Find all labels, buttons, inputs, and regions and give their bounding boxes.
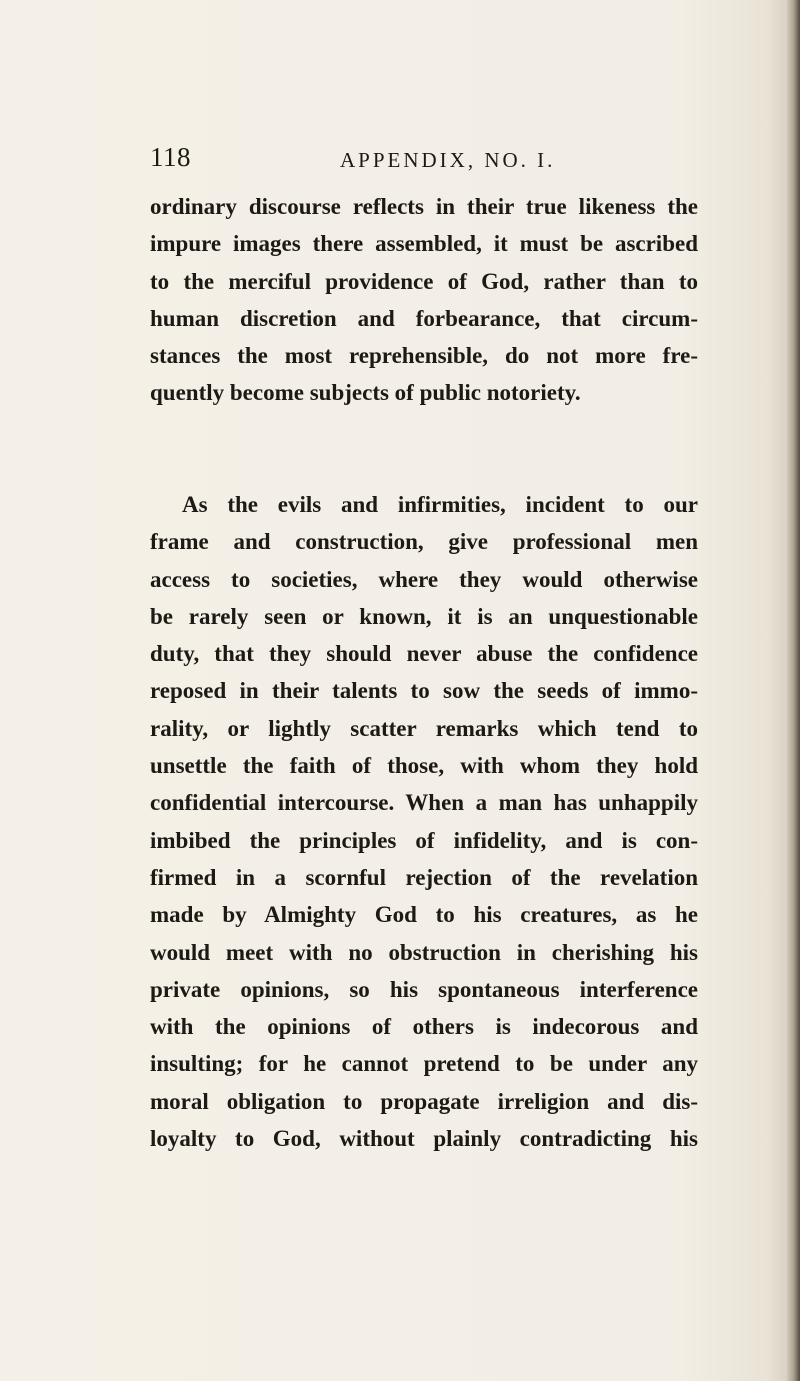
text-line: with the opinions of others is indecorous and: [150, 1014, 698, 1040]
text-line: duty, that they should never abuse the confidence: [150, 641, 698, 667]
text-line: ordinary discourse reflects in their true likeness the: [150, 194, 698, 219]
text-line: made by Almighty God to his creatures, as he: [150, 902, 698, 928]
text-line: As the evils and infirmities, incident to our: [182, 492, 698, 517]
text-line: frame and construction, give professional men: [150, 529, 698, 555]
text-line: imbibed the principles of infidelity, and is con-: [150, 827, 698, 853]
text-line: insulting; for he cannot pretend to be under any: [150, 1051, 698, 1077]
page-edge-shadow: [786, 0, 800, 1381]
running-head: [150, 142, 710, 182]
text-line: loyalty to God, without plainly contradicting his: [150, 1126, 698, 1152]
page-number: 118: [150, 142, 191, 172]
text-line: to the merciful providence of God, rather than to: [150, 268, 698, 294]
text-line: confidential intercourse. When a man has unhappily: [150, 790, 698, 816]
text-line: quently become subjects of public notoriety.: [150, 380, 581, 406]
text-line: access to societies, where they would otherwise: [150, 566, 698, 592]
text-line: firmed in a scornful rejection of the revelation: [150, 864, 698, 890]
text-line: human discretion and forbearance, that circum-: [150, 305, 698, 331]
paragraph-1: [150, 188, 698, 412]
text-line: rality, or lightly scatter remarks which tend to: [150, 715, 698, 741]
paragraph-2: [150, 486, 698, 1157]
text-line: impure images there assembled, it must be ascribed: [150, 231, 698, 257]
text-line: be rarely seen or known, it is an unquestionable: [150, 603, 698, 629]
text-line: would meet with no obstruction in cherishing his: [150, 939, 698, 965]
text-line: private opinions, so his spontaneous interference: [150, 976, 698, 1002]
text-line: unsettle the faith of those, with whom they hold: [150, 753, 698, 779]
text-line: stances the most reprehensible, do not more fre-: [150, 343, 698, 369]
text-line: moral obligation to propagate irreligion and dis-: [150, 1088, 698, 1114]
text-line: reposed in their talents to sow the seeds of immo-: [150, 678, 698, 704]
running-title: APPENDIX, NO. I.: [340, 148, 556, 172]
